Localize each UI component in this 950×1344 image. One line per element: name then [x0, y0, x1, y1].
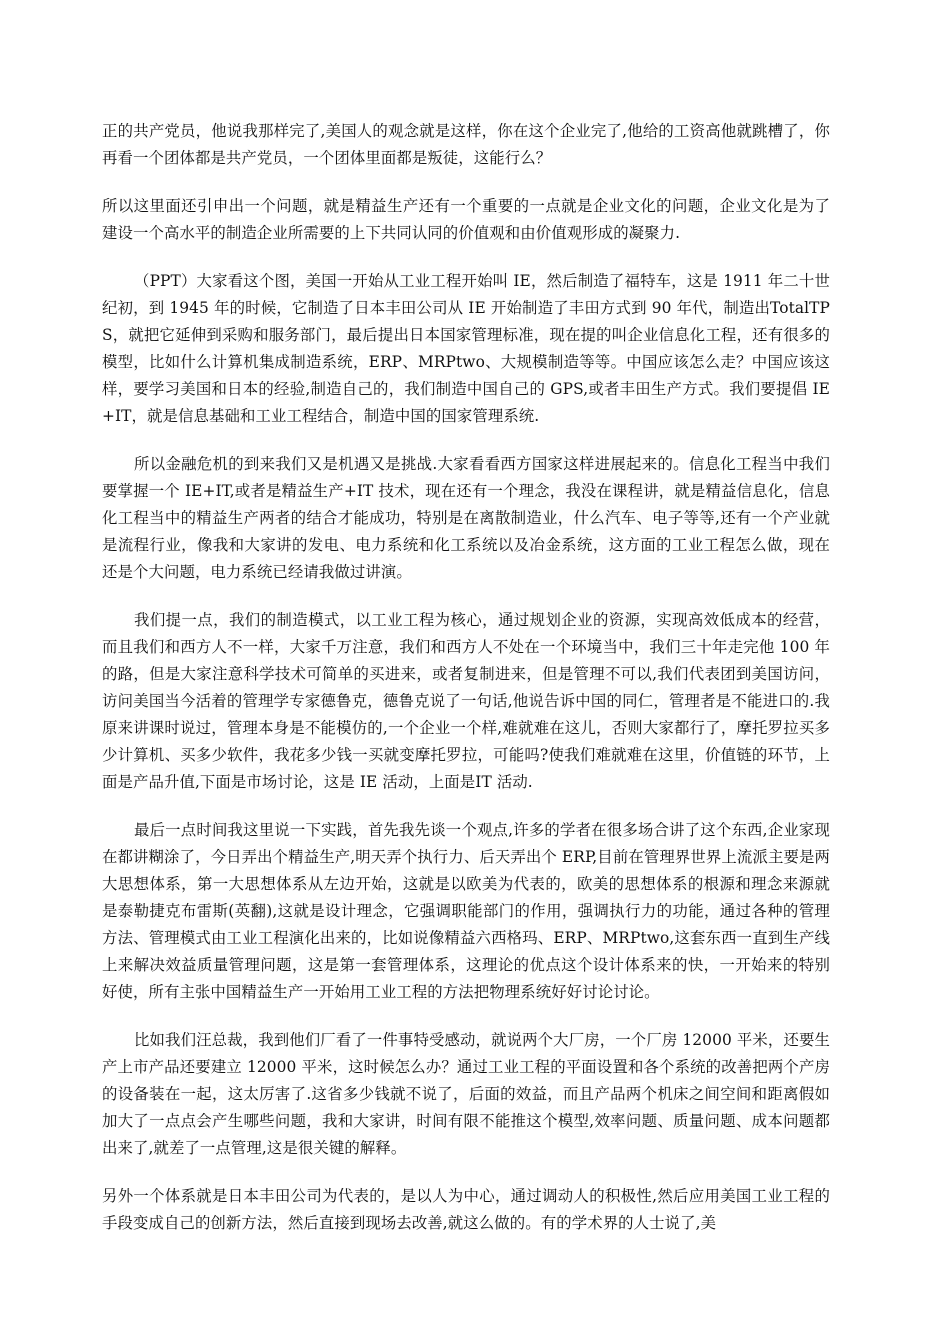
paragraph-8: 另外一个体系就是日本丰田公司为代表的，是以人为中心，通过调动人的积极性,然后应用美国工业工程的手段变成自己的创新方法，然后直接到现场去改善,就这么做的。有的学术界的人士说了,美: [102, 1187, 830, 1232]
document-body: [102, 118, 830, 1237]
paragraph-3: （PPT）大家看这个图，美国一开始从工业工程开始叫 IE，然后制造了福特车，这是 1911 年二十世纪初，到 1945 年的时候，它制造了日本丰田公司从 IE 开始制造了丰田方式到 90 年代，制造出TotalTPS，就把它延伸到采购和服务部门，最后提出日本国家管理标准，现在提的叫企业信息化工程，还有很多的模型，比如什么计算机集成制造系统，ERP、MRPtwo、大规模制造等等。中国应该怎么走？中国应该这样，要学习美国和日本的经验,制造自己的，我们制造中国自己的 GPS,或者丰田生产方式。我们要提倡 IE+IT，就是信息基础和工业工程结合，制造中国的国家管理系统.: [102, 272, 830, 425]
paragraph-1: 正的共产党员，他说我那样完了,美国人的观念就是这样，你在这个企业完了,他给的工资高他就跳槽了，你再看一个团体都是共产党员，一个团体里面都是叛徒，这能行么？: [102, 122, 830, 167]
paragraph-2: 所以这里面还引申出一个问题，就是精益生产还有一个重要的一点就是企业文化的问题，企业文化是为了建设一个高水平的制造企业所需要的上下共同认同的价值观和由价值观形成的凝聚力.: [102, 197, 830, 242]
paragraph-5: 我们提一点，我们的制造模式，以工业工程为核心，通过规划企业的资源，实现高效低成本的经营，而且我们和西方人不一样，大家千万注意，我们和西方人不处在一个环境当中，我们三十年走完他 100 年的路，但是大家注意科学技术可简单的买进来，或者复制进来，但是管理不可以,我们代表团到美国访问，访问美国当今活着的管理学专家德鲁克，德鲁克说了一句话,他说告诉中国的同仁，管理者是不能进口的.我原来讲课时说过，管理本身是不能模仿的,一个企业一个样,难就难在这儿，否则大家都行了，摩托罗拉买多少计算机、买多少软件，我花多少钱一买就变摩托罗拉，可能吗?使我们难就难在这里，价值链的环节，上面是产品升值,下面是市场讨论，这是 IE 活动，上面是IT 活动.: [102, 611, 830, 791]
paragraph-7: 比如我们汪总裁，我到他们厂看了一件事特受感动，就说两个大厂房，一个厂房 12000 平米，还要生产上市产品还要建立 12000 平米，这时候怎么办？通过工业工程的平面设置和各个系统的改善把两个产房的设备装在一起，这太厉害了.这省多少钱就不说了，后面的效益，而且产品两个机床之间空间和距离假如加大了一点点会产生哪些问题，我和大家讲，时间有限不能推这个模型,效率问题、质量问题、成本问题都出来了,就差了一点管理,这是很关键的解释。: [102, 1031, 830, 1157]
paragraph-6: 最后一点时间我这里说一下实践，首先我先谈一个观点,许多的学者在很多场合讲了这个东西,企业家现在都讲糊涂了，今日弄出个精益生产,明天弄个执行力、后天弄出个 ERP,目前在管理界世界上流派主要是两大思想体系，第一大思想体系从左边开始，这就是以欧美为代表的，欧美的思想体系的根源和理念来源就是泰勒捷克布雷斯(英翻),这就是设计理念，它强调职能部门的作用，强调执行力的功能，通过各种的管理方法、管理模式由工业工程演化出来的，比如说像精益六西格玛、ERP、MRPtwo,这套东西一直到生产线上来解决效益质量管理问题，这是第一套管理体系，这理论的优点这个设计体系来的快，一开始来的特别好使，所有主张中国精益生产一开始用工业工程的方法把物理系统好好讨论讨论。: [102, 821, 830, 1001]
paragraph-4: 所以金融危机的到来我们又是机遇又是挑战.大家看看西方国家这样进展起来的。信息化工程当中我们要掌握一个 IE+IT,或者是精益生产+IT 技术，现在还有一个理念，我没在课程讲，就是精益信息化，信息化工程当中的精益生产两者的结合才能成功，特别是在离散制造业，什么汽车、电子等等,还有一个产业就是流程行业，像我和大家讲的发电、电力系统和化工系统以及冶金系统，这方面的工业工程怎么做，现在还是个大问题，电力系统已经请我做过讲演。: [102, 455, 830, 581]
